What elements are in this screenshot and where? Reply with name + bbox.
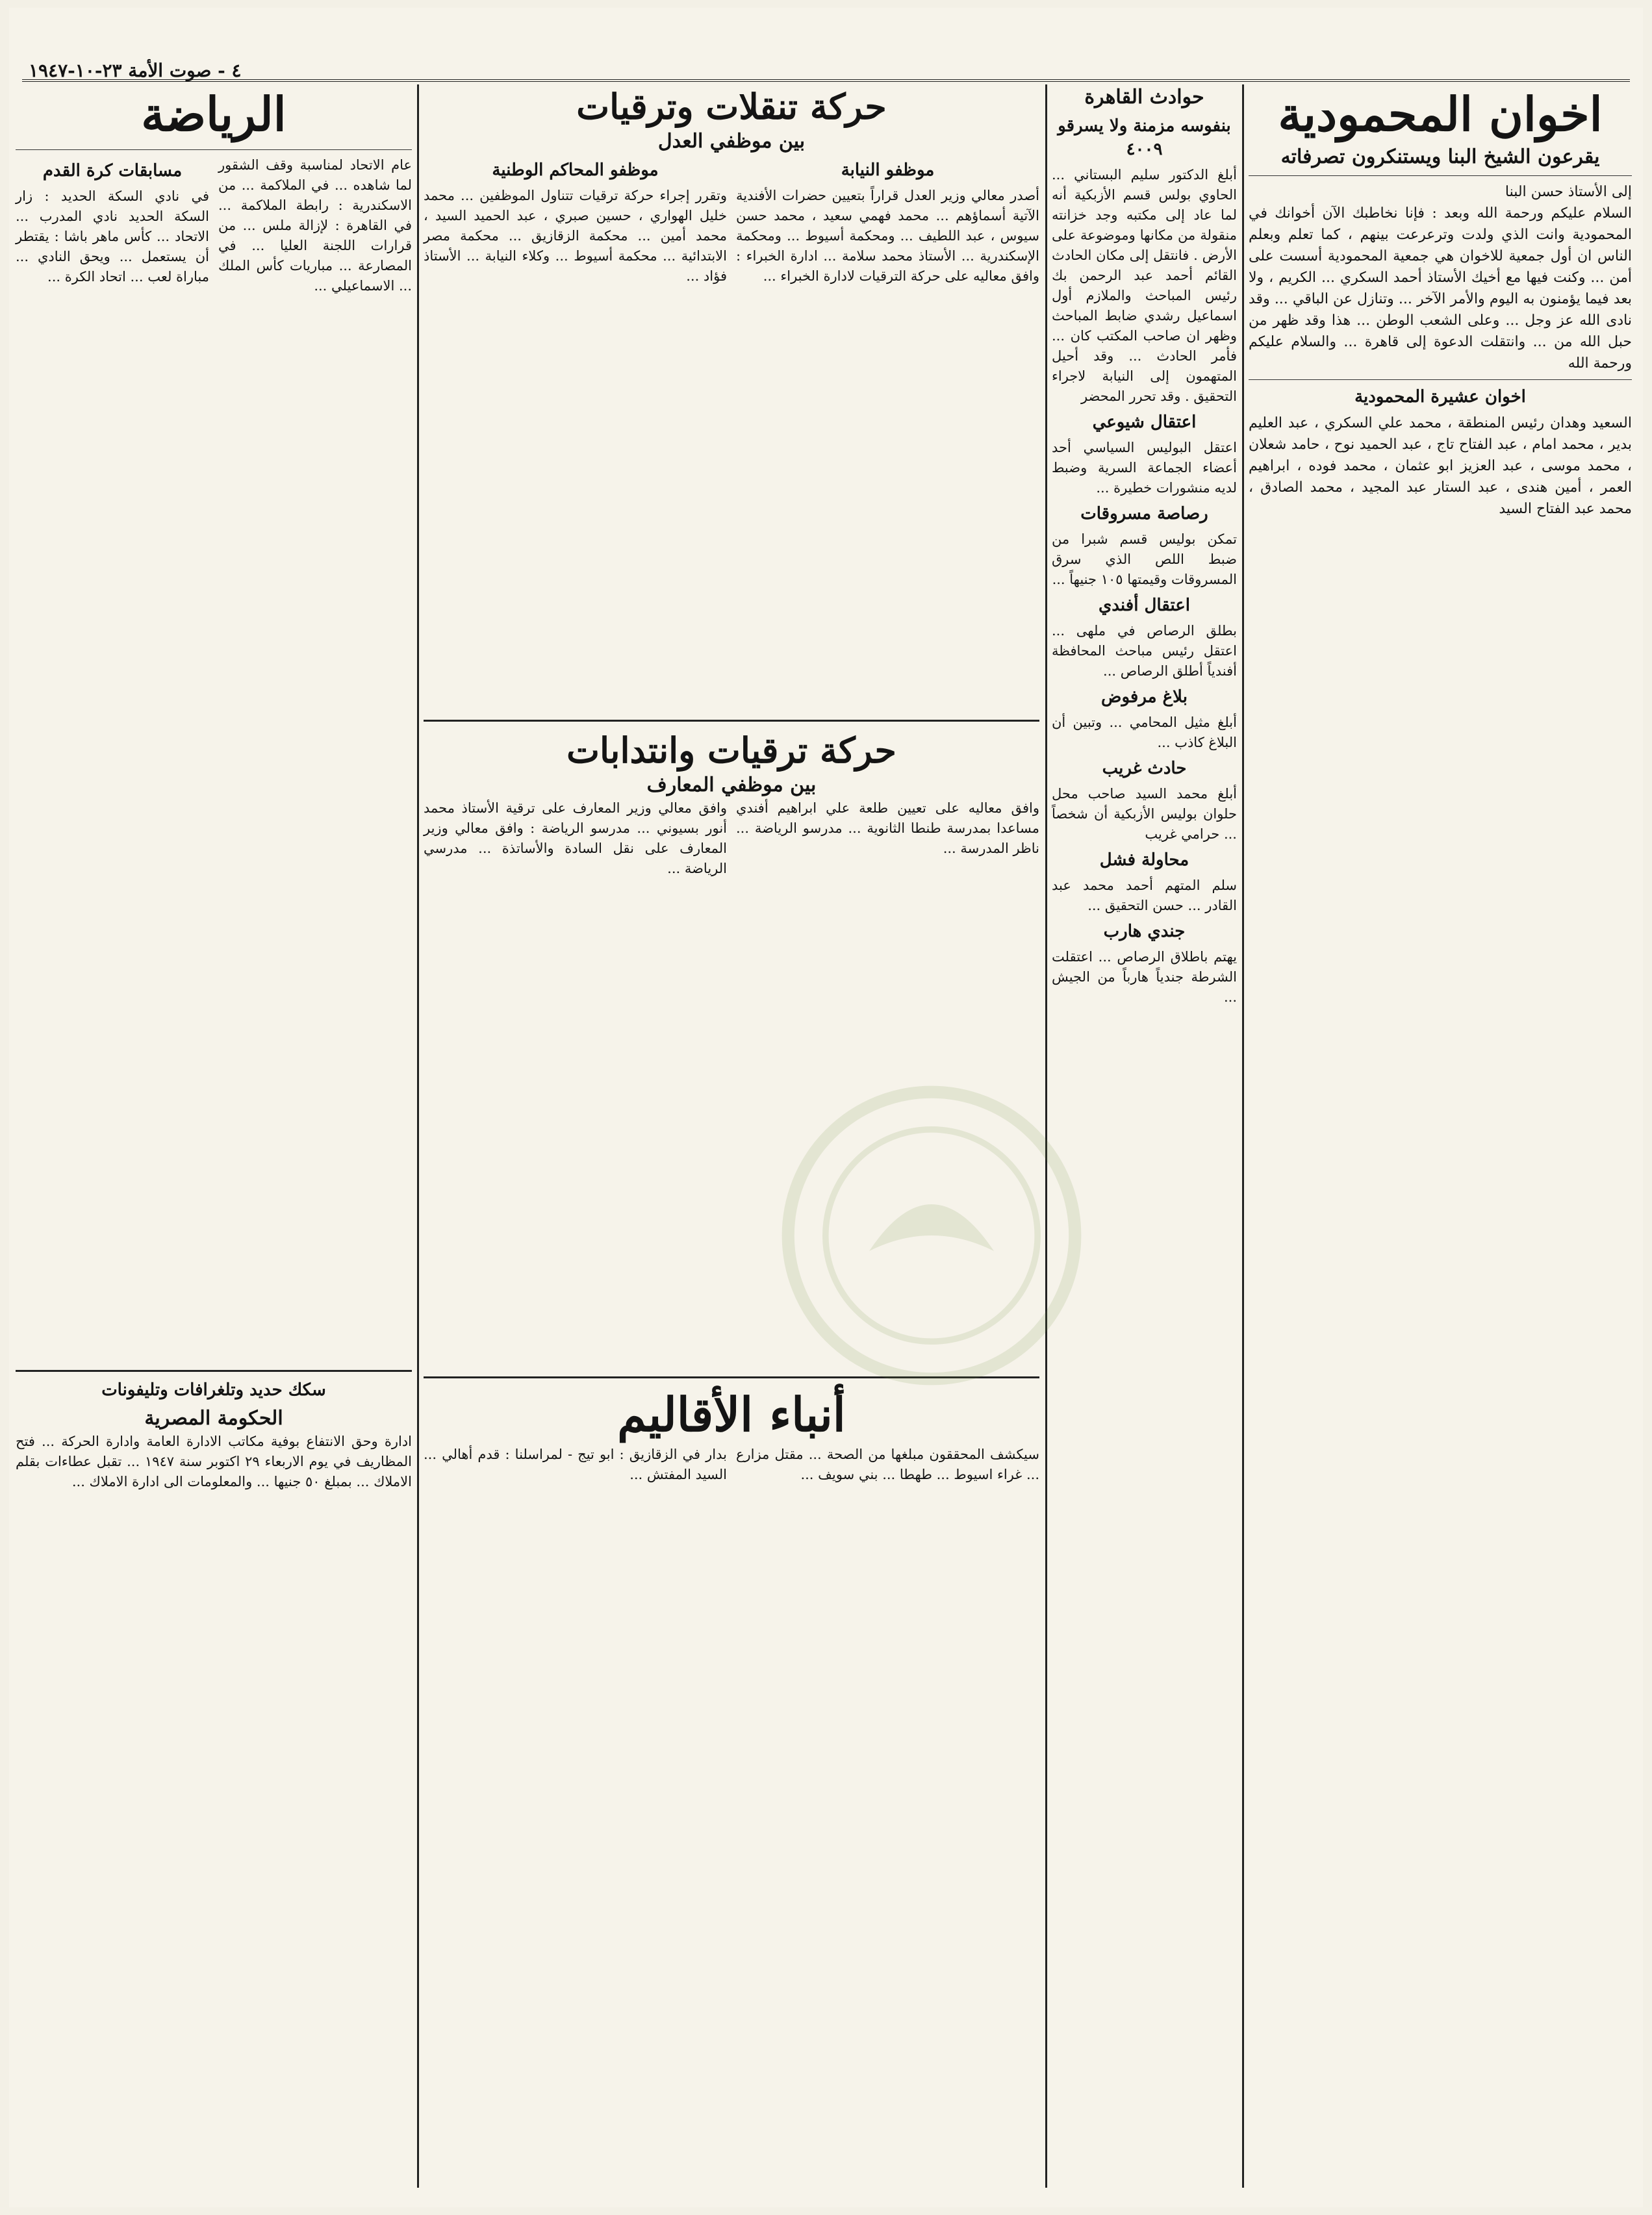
- sports-col-right: [214, 155, 412, 1363]
- provinces-columns: [419, 1445, 1039, 1485]
- brief-headline: حادث غريب: [1102, 759, 1187, 778]
- section-head: موظفو المحاكم الوطنية: [492, 160, 659, 180]
- signature-label: اخوان عشيرة المحمودية: [1354, 387, 1526, 407]
- brief-body: بطلق الرصاص في ملهى ... اعتقل رئيس مباحث المحافظة أفندياً أطلق الرصاص ...: [1047, 623, 1237, 679]
- headline-ikhwan: اخوان المحمودية: [1278, 86, 1603, 142]
- column-rule: [417, 84, 419, 2188]
- brief-body: اعتقل البوليس السياسي أحد أعضاء الجماعة السرية وضبط لديه منشورات خطيرة ...: [1047, 440, 1237, 496]
- divider: [16, 1370, 412, 1372]
- headline-sports: الرياضة: [141, 86, 286, 142]
- section-head: مسابقات كرة القدم: [42, 161, 183, 181]
- sports-body-left: في نادي السكة الحديد : زار السكة الحديد نادي المدرب ... الاتحاد ... كأس ماهر باشا : يقتطر أن يستعمل ... ويحق النادي ... مباراة لعب ... اتحاد الكرة ...: [11, 188, 209, 285]
- ad-subhead: سكك حديد وتلغرافات وتليفونات: [101, 1380, 326, 1400]
- divider: [1249, 379, 1632, 380]
- brief-body: أبلغ محمد السيد صاحب محل حلوان بوليس الأزبكية أن شخصاً ... حرامي غريب: [1047, 786, 1237, 842]
- education-columns: [419, 798, 1039, 1370]
- brief-headline: رصاصة مسروقات: [1080, 504, 1208, 524]
- headline-promotions: حركة تنقلات وترقيات: [576, 86, 887, 127]
- ad-headline: الحكومة المصرية: [144, 1407, 283, 1430]
- lead-body: أبلغ الدكتور سليم البستاني ... الحاوي بولس قسم الأزبكية أنه لما عاد إلى مكتبه وجد خزانته منقولة من مكانها وموضوعة على الأرض . فانتقل إلى مكان الحادث القائم أحمد عبد الرحمن بك رئيس المباحث والملازم أول اسماعيل رشدي ضابط المباحث وظهر ان صاحب المكتب كان ... فأمر الحادث ... وقد أحيل المتهمون إلى النيابة لاجراء التحقيق . وقد تحرر المحضر: [1047, 167, 1237, 404]
- signature-list: السعيد وهدان رئيس المنطقة ، محمد علي السكري ، عبد العليم بدير ، محمد امام ، عبد الفتاح تاج ، عبد الحميد نوح ، حامد شعلان ، محمد موسى ، عبد العزيز ابو عثمان ، محمد فوده ، ابراهيم العمر ، أمين هندى ، عبد الستار عبد المجيد ، محمد الصادق ، محمد عبد الفتاح السيد: [1244, 415, 1632, 517]
- brief-headline: اعتقال أفندي: [1098, 596, 1191, 615]
- article-hawadeth: [1047, 84, 1237, 2188]
- divider: [16, 149, 412, 150]
- provinces-col-left: بدار في الزقازيق : ابو تيج - لمراسلنا : قدم أهالي ... السيد المفتش ...: [419, 1447, 727, 1482]
- dateline: ٤ - صوت الأمة ٢٣-١٠-١٩٤٧: [29, 60, 242, 81]
- brief-headline: بلاغ مرفوض: [1101, 687, 1188, 707]
- sports-columns: [11, 155, 412, 1363]
- sports-col-left: [11, 155, 209, 1363]
- divider: [1249, 175, 1632, 176]
- brief-headline: جندي هارب: [1103, 922, 1186, 941]
- subheadline-education: بين موظفي المعارف: [646, 774, 817, 796]
- brief-headline: اعتقال شيوعي: [1092, 412, 1197, 432]
- education-col-left: وافق معالي وزير المعارف على ترقية الأستاذ محمد أنور بسيوني ... مدرسو الرياضة : وافق معالي وزير المعارف على نقل السادة والأساتذة ... مدرسي الرياضة ...: [419, 800, 727, 876]
- promotions-columns: [419, 155, 1039, 713]
- headline-provinces: أنباء الأقاليم: [617, 1387, 846, 1442]
- brief-body: تمكن بوليس قسم شبرا من ضبط اللص الذي سرق المسروقات وقيمتها ١٠٥ جنيهاً ...: [1047, 531, 1237, 587]
- article-promotions: [419, 84, 1039, 2188]
- brief-body: سلم المتهم أحمد محمد عبد القادر ... حسن التحقيق ...: [1047, 878, 1237, 913]
- masthead: [22, 14, 1630, 82]
- subheadline-ikhwan: يقرعون الشيخ البنا ويستنكرون تصرفاته: [1280, 146, 1600, 168]
- article-body-ikhwan: إلى الأستاذ حسن البنا السلام عليكم ورحمة الله وبعد : فإنا نخاطبك الآن أخوانك في المحمودية وانت الذي ولدت وترعرعت بينهم ، كما تعلم وبعلم الناس ان أول جمعية للاخوان هي جمعية المحمودية أسست على أمن ... وكنت فيها مع أخيك الأستاذ أحمد السكري ... الكريم ، ولا بعد فيما يؤمنون به اليوم والأمر الآخر ... وتنازل عن الباقي ... وقد نادى الله عز وجل ... وعلى الشعب الوطن ... هذا وقد ظهر من حبل الله من ... وانتقلت الدعوة إلى قاهرة ... والسلام عليكم ورحمة الله: [1249, 184, 1632, 372]
- brief-headline: محاولة فشل: [1099, 850, 1189, 870]
- article-ikhwan: [1244, 84, 1632, 2188]
- section-body: أصدر معالي وزير العدل قراراً بتعيين حضرات الأفندية الآتية أسماؤهم ... محمد فهمي سعيد ، محمد حسن سيوس ، عبد اللطيف ... ومحكمة أسيوط ... ومحكمة الإسكندرية ... الأستاذ محمد سلامة ... ادارة الخبراء : وافق معاليه على حركة الترقيات لادارة الخبراء ...: [731, 188, 1039, 284]
- education-col-right: وافق معاليه على تعيين طلعة علي ابراهيم أفندي مساعدا بمدرسة طنطا الثانوية ... مدرسو الرياضة ... ناظر المدرسة ...: [731, 800, 1039, 856]
- article-sports: [11, 84, 412, 2188]
- newspaper-page: [9, 8, 1643, 2207]
- sports-body-right: عام الاتحاد لمناسبة وقف الشقور لما شاهده ... في الملاكمة ... من الاسكندرية : رابطة الملاكمة ... في القاهرة : لإزالة ملس ... من قرارات اللجنة العليا ... في المصارعة ... مباريات كأس الملك ... الاسماعيلي ...: [214, 157, 412, 294]
- lead-headline: بنفوسه مزمنة ولا يسرقو ٤٠٠٩: [1058, 116, 1231, 159]
- divider: [424, 1376, 1039, 1378]
- brief-body: أبلغ مثيل المحامي ... وتبين أن البلاغ كاذب ...: [1047, 715, 1237, 750]
- subheadline-promotions: بين موظفي العدل: [657, 130, 806, 153]
- headline-education: حركة ترقيات وانتدابات: [566, 729, 896, 771]
- section-body: وتقرر إجراء حركة ترقيات تتناول الموظفين ... محمد خليل الهواري ، حسين صبري ، عبد الحميد السيد ، محمد أمين ... محكمة الزقازيق ... محكمة مصر الابتدائية ... محكمة أسيوط ... وكلاء النيابة ... الأستاذ فؤاد ...: [419, 188, 727, 284]
- divider: [424, 720, 1039, 722]
- headline-hawadeth: حوادث القاهرة: [1084, 86, 1204, 108]
- ad-body: ادارة وحق الانتفاع بوفية مكاتب الادارة العامة وادارة الحركة ... فتح المظاريف في يوم الاربعاء ٢٩ اكتوبر سنة ١٩٤٧ ... تقبل عطاءات بقلم الاملاك ... بمبلغ ٥٠ جنيها ... والمعلومات الى ادارة الاملاك ...: [11, 1434, 412, 1489]
- provinces-col-right: سيكشف المحققون مبلغها من الصحة ... مقتل مزارع ... غراء اسيوط ... طهطا ... بني سويف ...: [731, 1447, 1039, 1482]
- column-rule: [1045, 84, 1047, 2188]
- column-rule: [1242, 84, 1244, 2188]
- section-head: موظفو النيابة: [841, 160, 935, 180]
- promotions-col-right: [731, 155, 1039, 713]
- promotions-col-left: [419, 155, 727, 713]
- brief-body: يهتم باطلاق الرصاص ... اعتقلت الشرطة جندياً هارباً من الجيش ...: [1047, 949, 1237, 1005]
